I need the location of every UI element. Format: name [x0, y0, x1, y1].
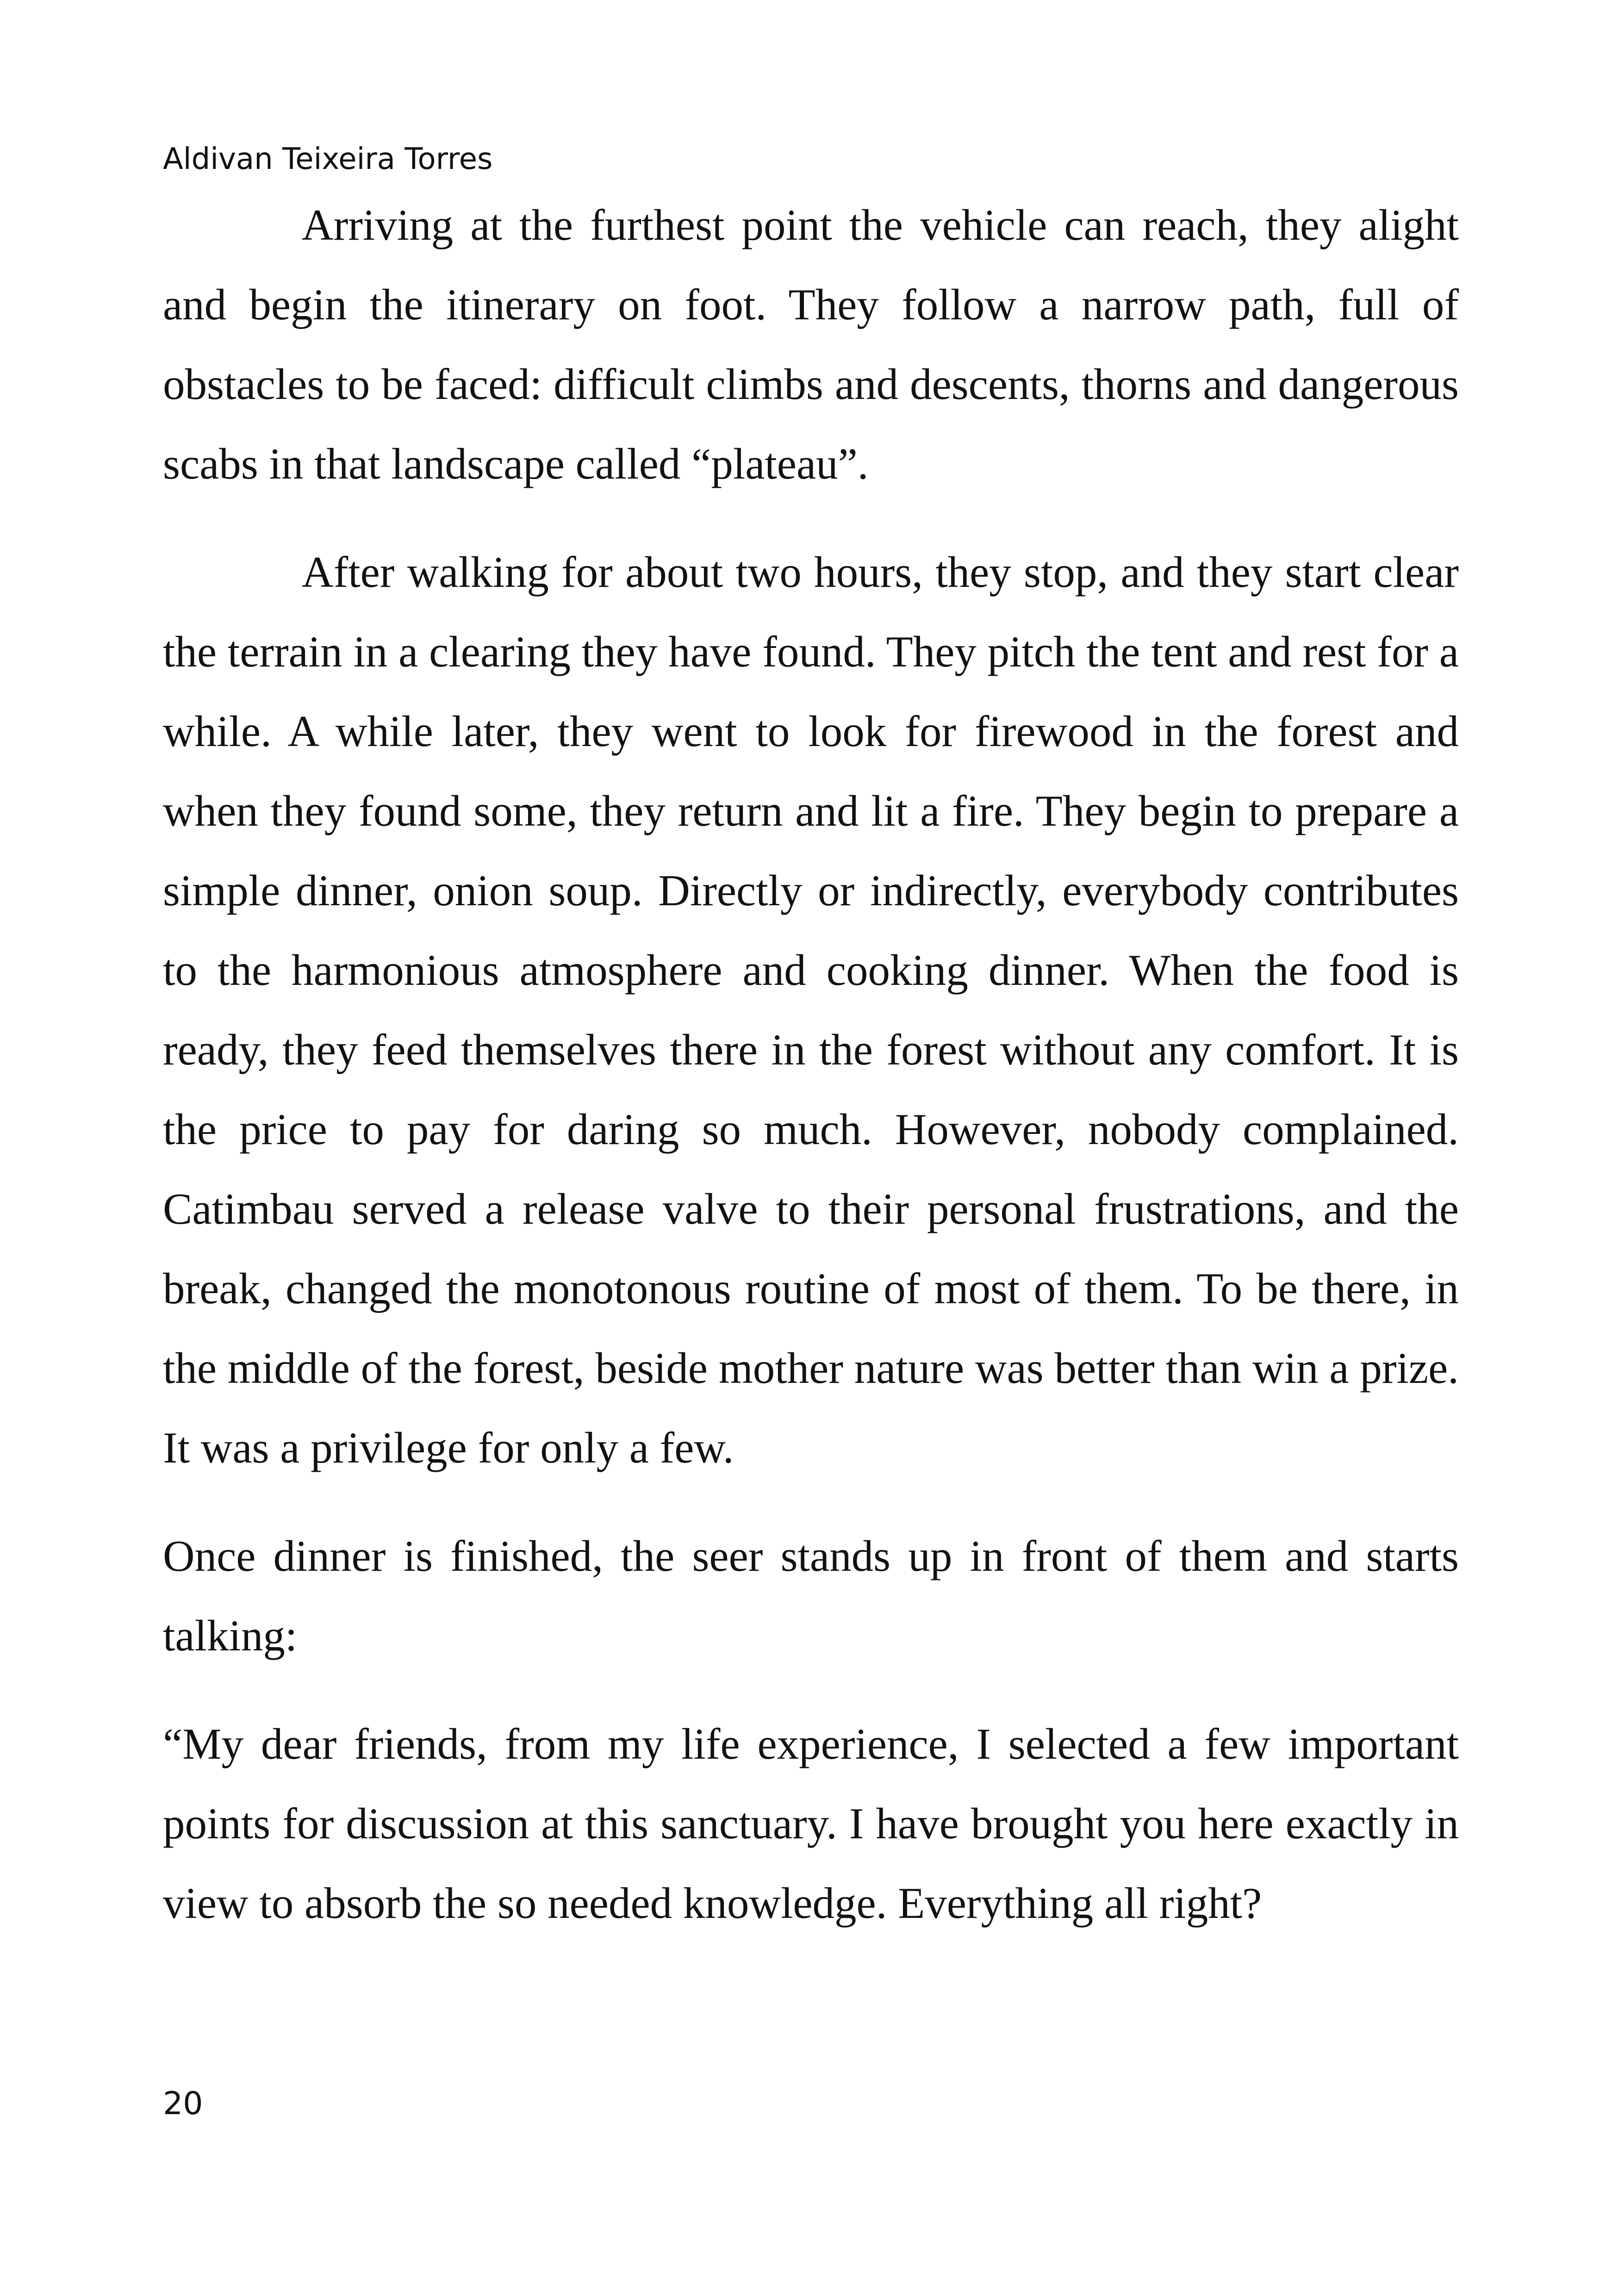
page-number: 20 — [163, 2085, 203, 2122]
paragraph-camp: After walking for about two hours, they stop, and they start clear the terrain in a clearing they have found. They pitch the tent and rest for a while. A while later, they went to look for firewood in the forest and when they found some, they return and lit a fire. They begin to prepare a simple dinner, onion soup. Directly or indirectly, everybody contributes to the harmonious atmosphere and cooking dinner. When the food is ready, they feed themselves there in the forest without any comfort. It is the price to pay for daring so much. However, nobody complained. Catimbau served a release valve to their personal frustrations, and the break, changed the monotonous routine of most of them. To be there, in the middle of the forest, beside mother nature was better than win a prize. It was a privilege for only a few. — [163, 548, 1459, 1472]
paragraph-seer-speech: “My dear friends, from my life experience, I selected a few important points for discussion at this sanctuary. I have brought you here exactly in view to absorb the so needed knowledge. Everything all right? — [163, 1719, 1459, 1928]
body-text — [163, 185, 1459, 1943]
running-header-author: Aldivan Teixeira Torres — [163, 142, 493, 176]
paragraph-dinner-finished: Once dinner is finished, the seer stands up in front of them and starts talking: — [163, 1531, 1459, 1660]
paragraph-arrival: Arriving at the furthest point the vehicle can reach, they alight and begin the itinerary on foot. They follow a narrow path, full of obstacles to be faced: difficult climbs and descents, thorns and dangerous scabs in that landscape called “plateau”. — [163, 200, 1459, 488]
